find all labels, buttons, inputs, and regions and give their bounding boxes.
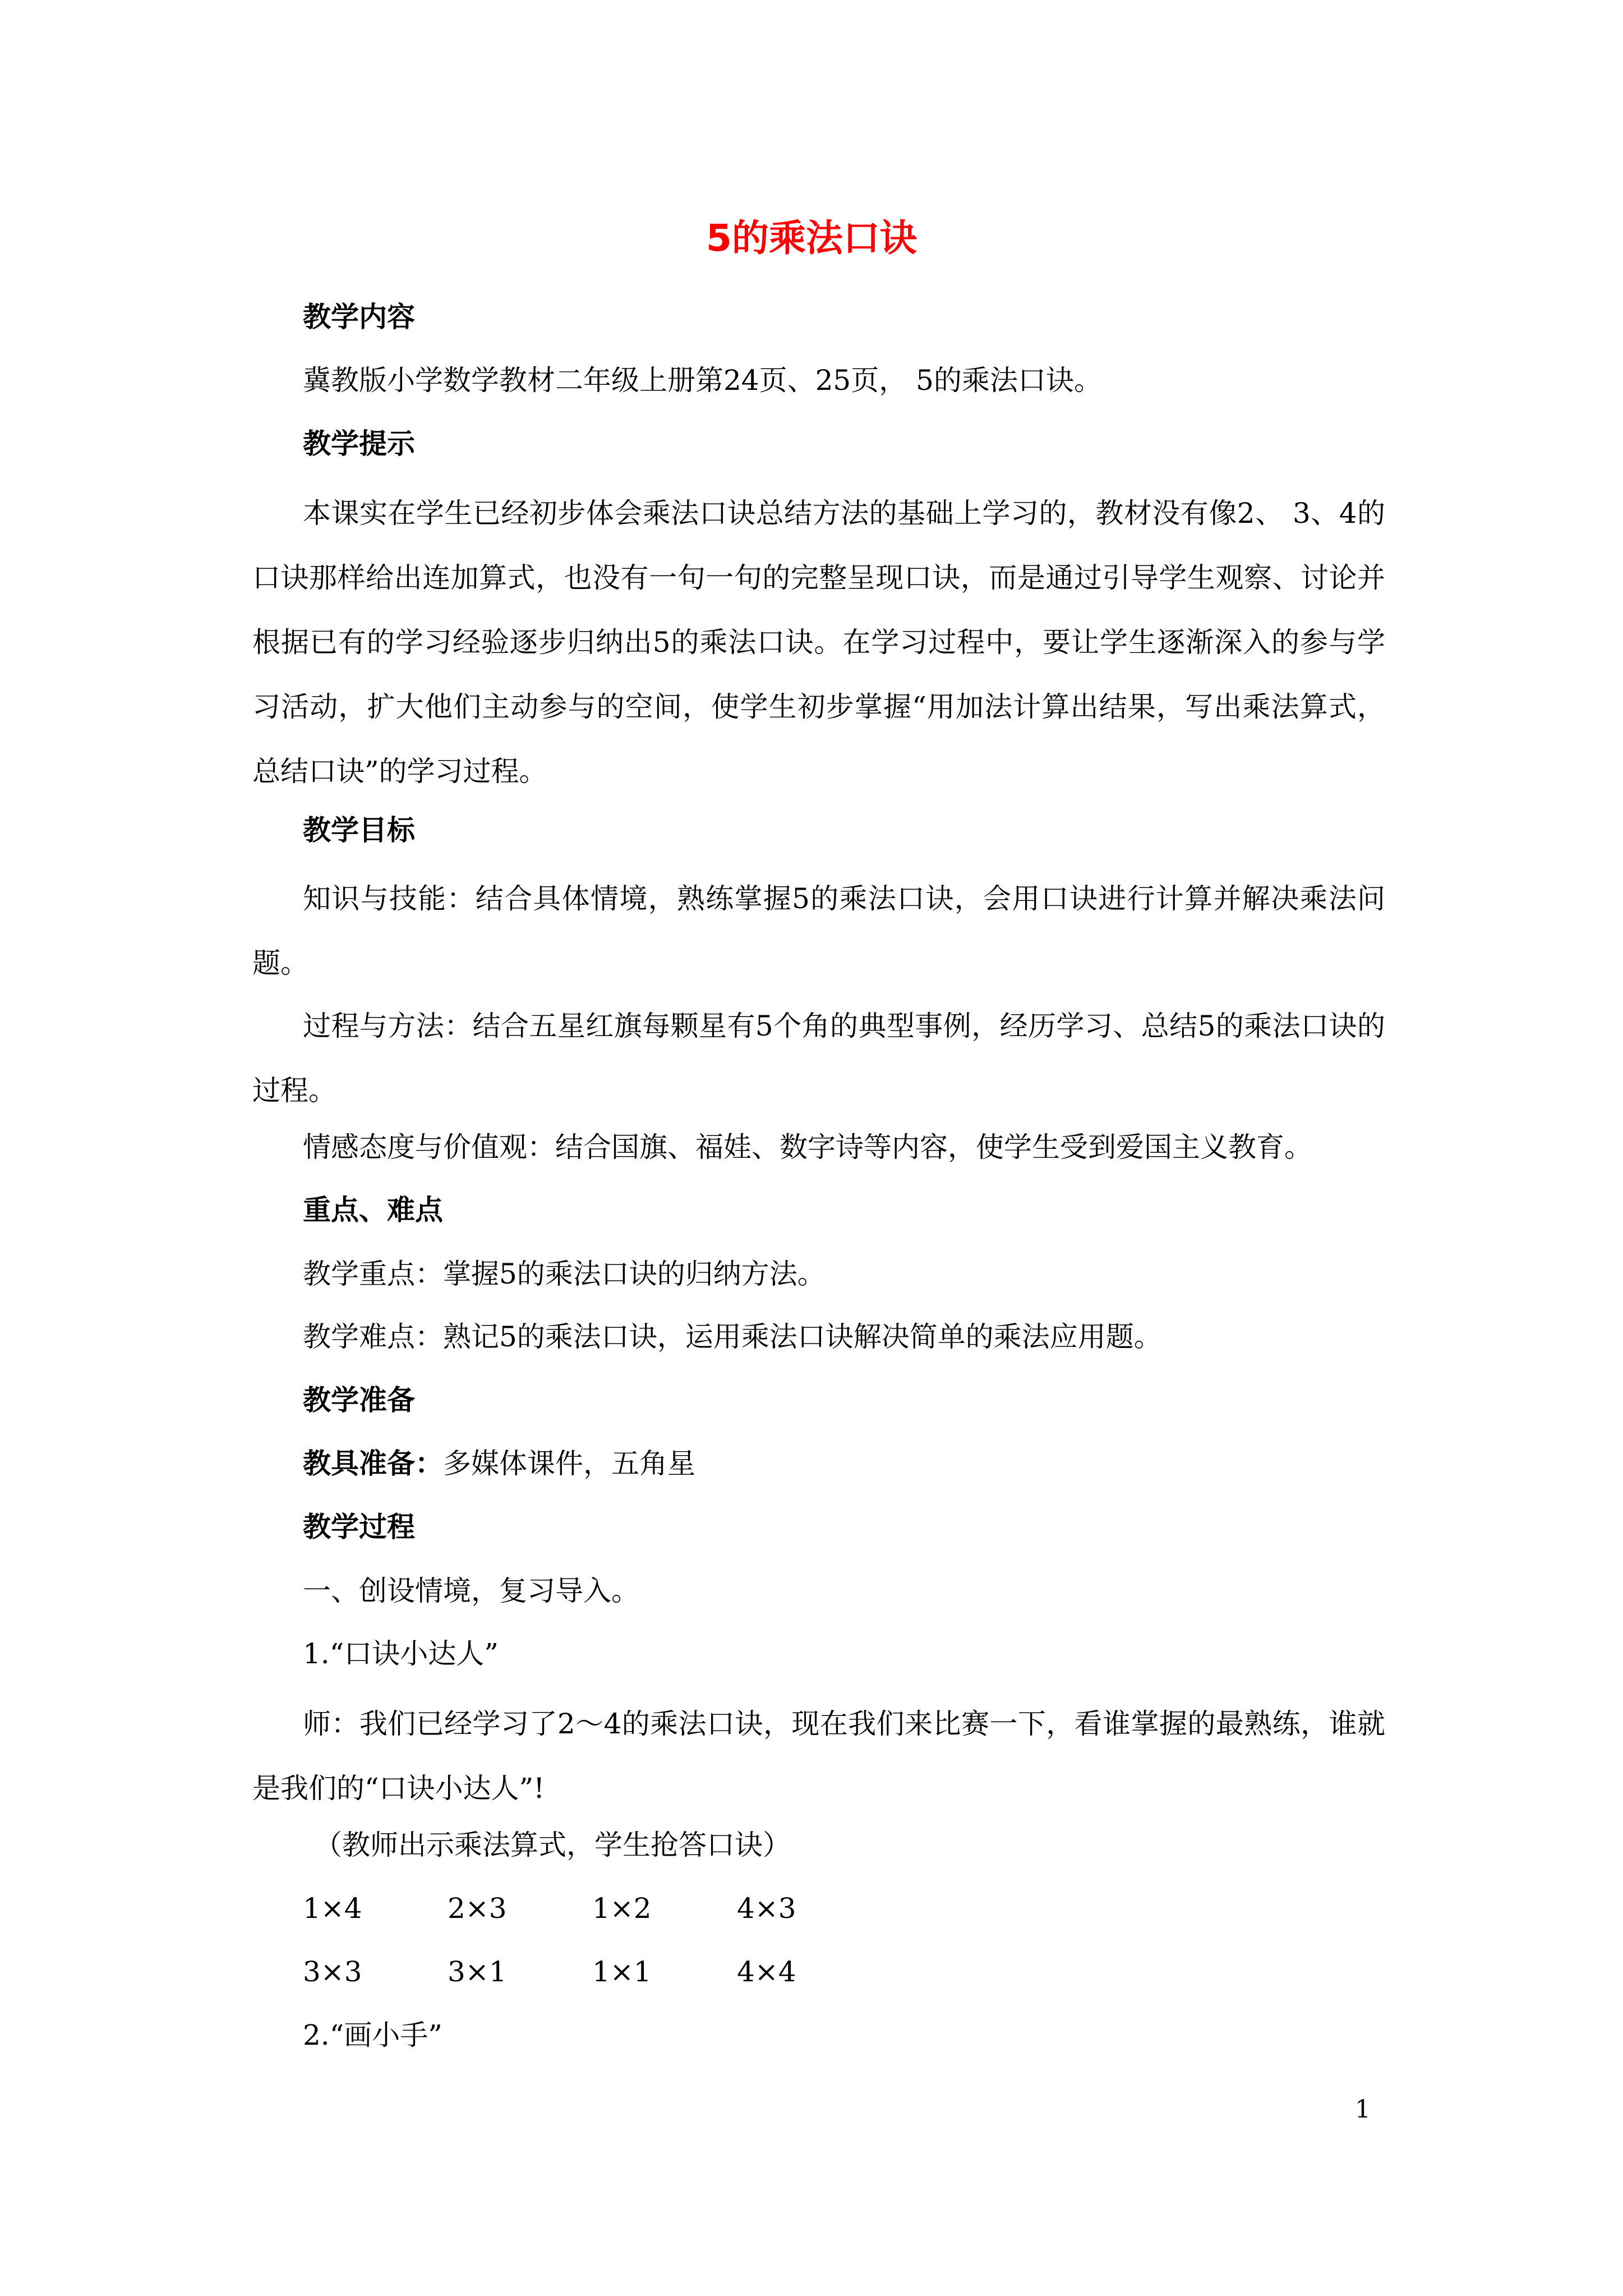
goal-process: 过程与方法：结合五星红旗每颗星有5个角的典型事例，经历学习、总结5的乘法口诀的过程。: [252, 1010, 1385, 1107]
exercise-cell: 4×3: [737, 1892, 796, 1925]
step-one: 一、创设情境，复习导入。: [303, 1575, 639, 1607]
page-number: 1: [1355, 2095, 1371, 2124]
exercise-cell: 4×4: [737, 1955, 796, 1988]
exercise-cell: 1×2: [592, 1892, 652, 1925]
item-one: 1.“口诀小达人”: [303, 1637, 499, 1670]
heading-preparation: 教学准备: [303, 1384, 415, 1416]
exercise-cell: 1×1: [592, 1955, 652, 1988]
heading-key-points: 重点、难点: [303, 1194, 443, 1226]
hint-paragraph: 本课实在学生已经初步体会乘法口诀总结方法的基础上学习的，教材没有像2、 3、4的口诀那样给出连加算式，也没有一句一句的完整呈现口诀，而是通过引导学生观察、讨论并根据已有的学习经验逐步归纳出5的乘法口诀。在学习过程中，要让学生逐渐深入的参与学习活动，扩大他们主动参与的空间，使学生初步掌握“用加法计算出结果，写出乘法算式，总结口诀”的学习过程。: [252, 497, 1385, 788]
goal-emotion: 情感态度与价值观：结合国旗、福娃、数字诗等内容，使学生受到爱国主义教育。: [303, 1131, 1312, 1163]
exercise-row-1: [303, 1889, 882, 1928]
document-title: 5的乘法口诀: [706, 217, 917, 260]
content-text: 冀教版小学数学教材二年级上册第24页、25页， 5的乘法口诀。: [303, 364, 1102, 397]
teacher-text: 师：我们已经学习了2～4的乘法口诀，现在我们来比赛一下，看谁掌握的最熟练，谁就是我们的“口诀小达人”!: [252, 1708, 1385, 1805]
preparation-line: [303, 1444, 695, 1483]
heading-goals: 教学目标: [303, 814, 415, 846]
exercise-cell: 1×4: [303, 1892, 362, 1925]
preparation-text: 多媒体课件，五角星: [443, 1447, 695, 1480]
item-two: 2.“画小手”: [303, 2019, 442, 2051]
heading-process: 教学过程: [303, 1511, 415, 1543]
exercise-cell: 3×1: [448, 1955, 507, 1988]
exercise-note: （教师出示乘法算式，学生抢答口诀）: [314, 1829, 791, 1861]
key-point: 教学重点：掌握5的乘法口诀的归纳方法。: [303, 1258, 826, 1290]
preparation-label: 教具准备：: [303, 1447, 443, 1480]
heading-content: 教学内容: [303, 301, 415, 333]
exercise-cell: 3×3: [303, 1955, 362, 1988]
exercise-cell: 2×3: [448, 1892, 507, 1925]
goal-knowledge: 知识与技能：结合具体情境，熟练掌握5的乘法口诀，会用口诀进行计算并解决乘法问题。: [252, 882, 1385, 979]
heading-hint: 教学提示: [303, 427, 415, 460]
difficult-point: 教学难点：熟记5的乘法口诀，运用乘法口诀解决简单的乘法应用题。: [303, 1320, 1162, 1353]
exercise-row-2: [303, 1952, 882, 1991]
